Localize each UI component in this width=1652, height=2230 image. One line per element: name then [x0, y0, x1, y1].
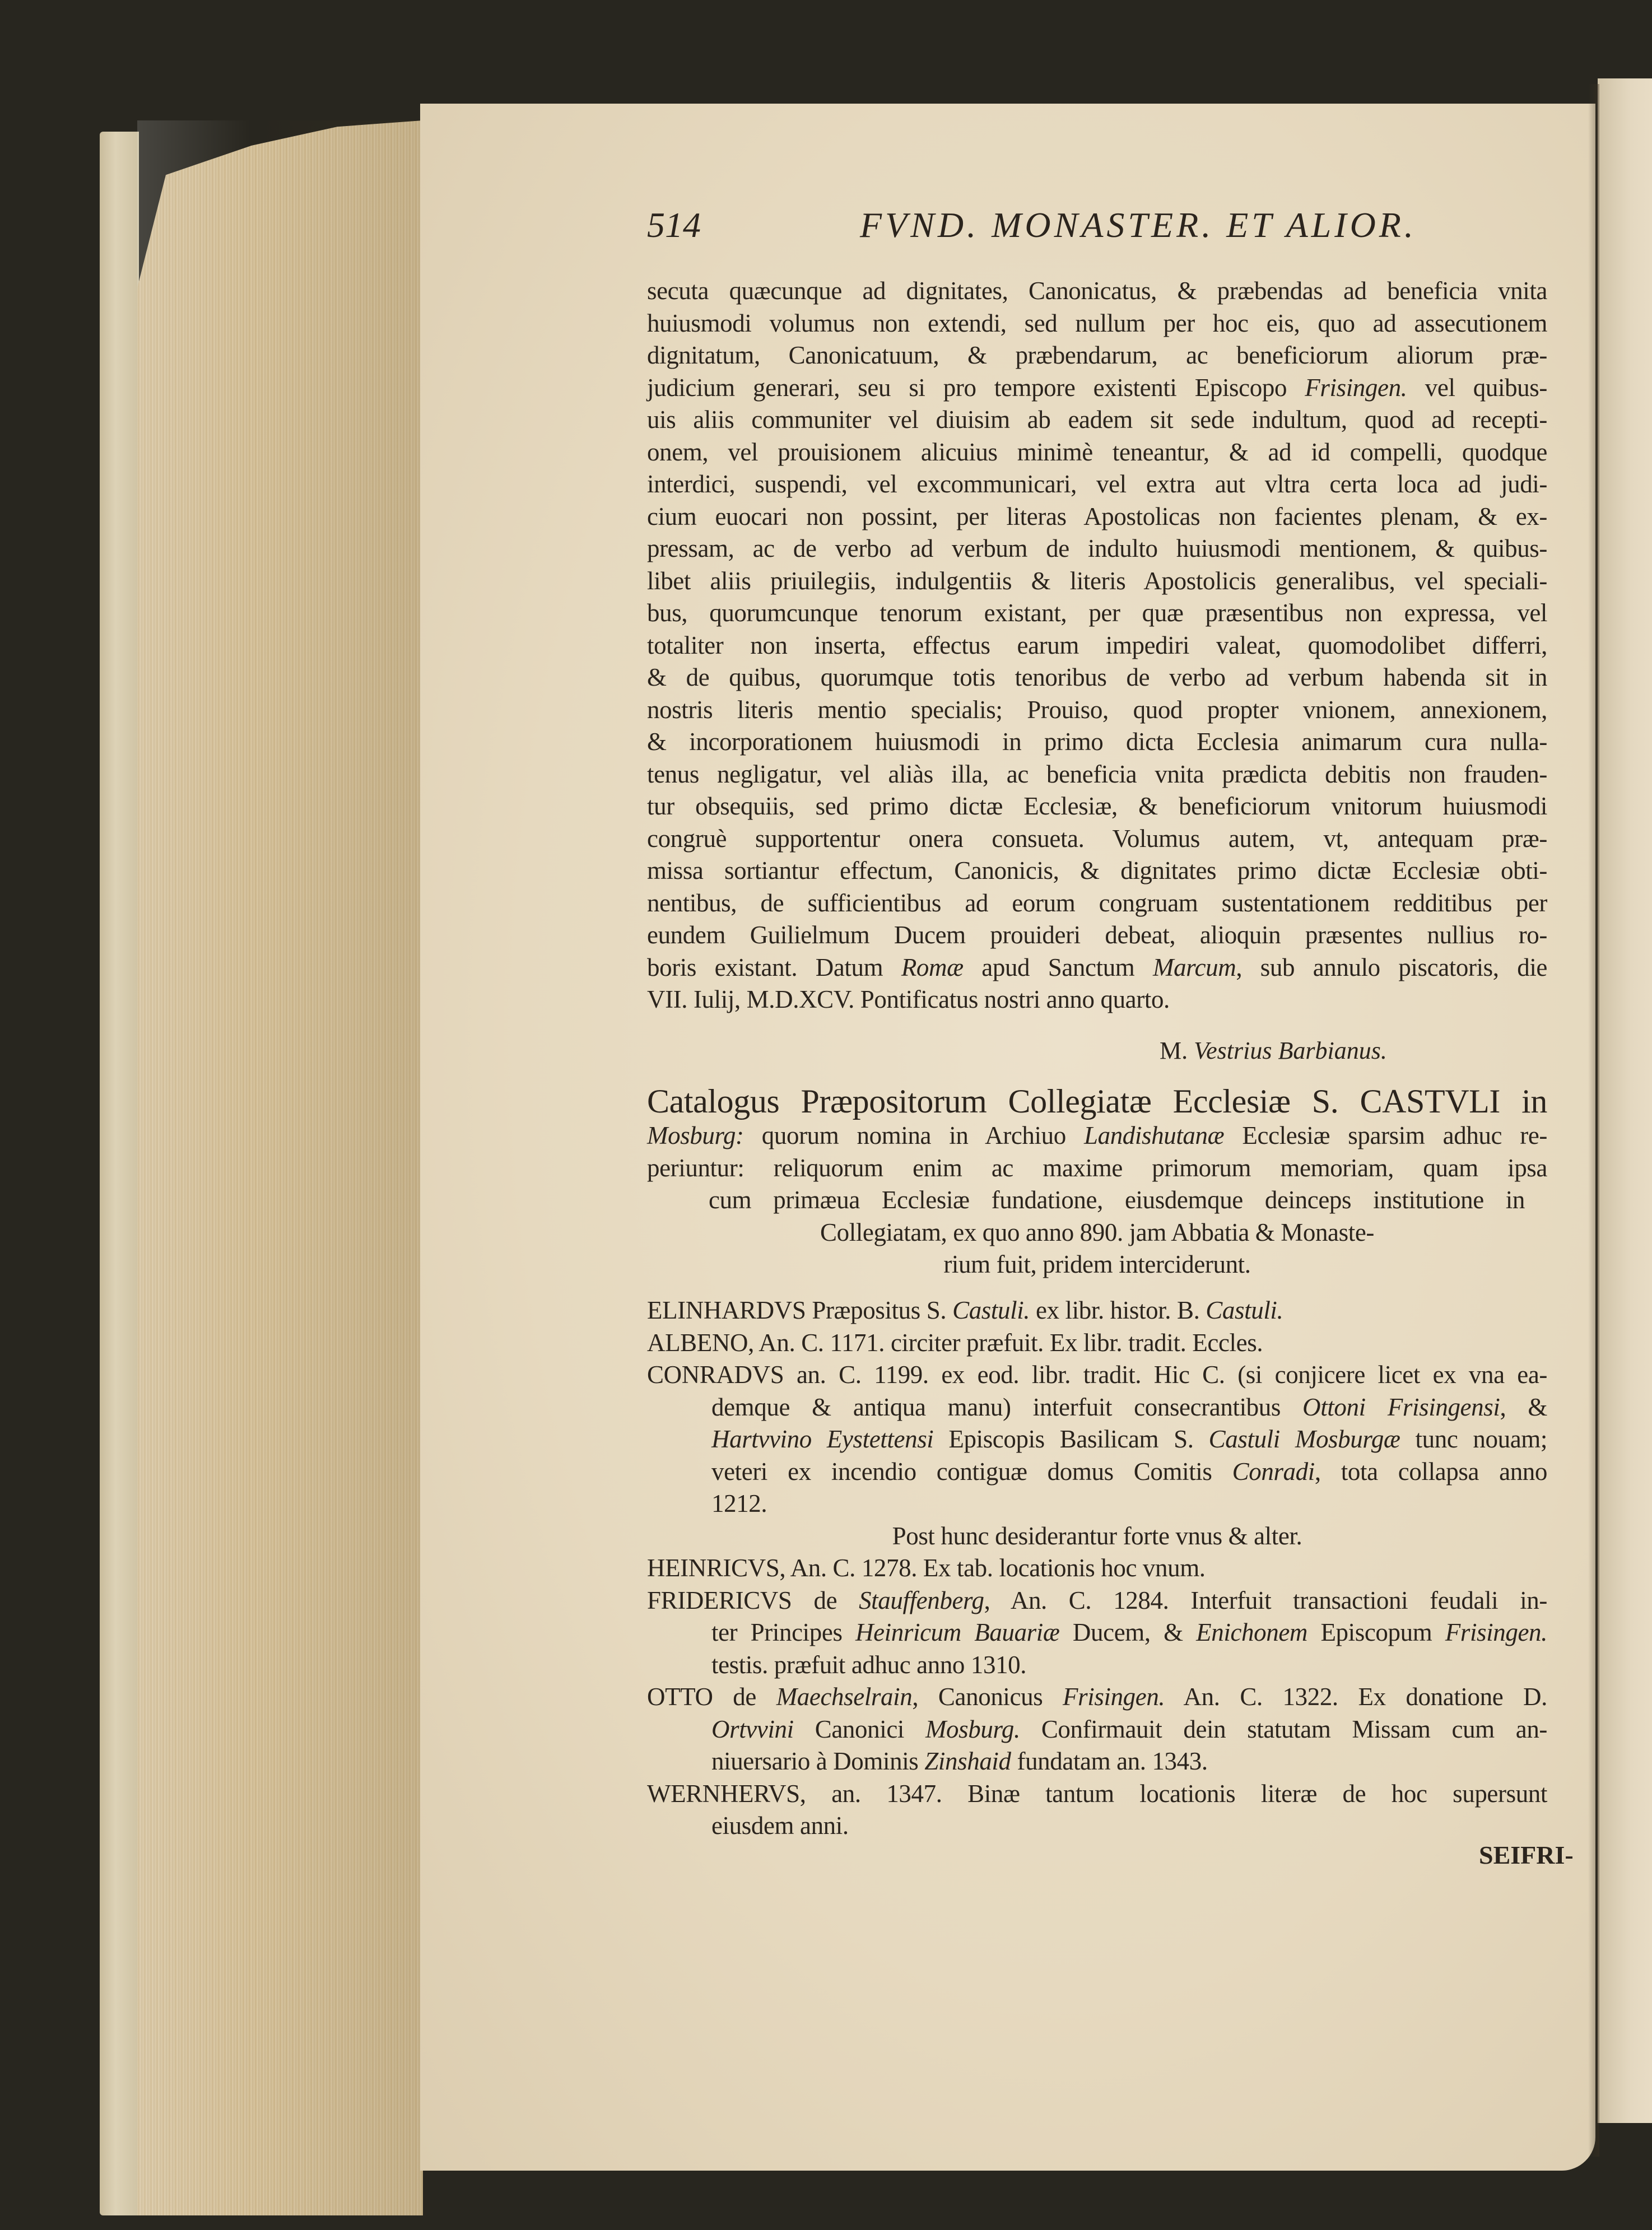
text-line [647, 1488, 1547, 1520]
text-run: tenus negligatur, vel aliàs illa, ac beneficia vnita prædicta debitis non frauden- [647, 760, 1547, 788]
text-run: ALBENO, An. C. 1171. circiter præfuit. Ex libr. tradit. Eccles. [647, 1328, 1263, 1357]
text-line [647, 468, 1547, 501]
text-run: rium fuit, pridem interciderunt. [943, 1250, 1251, 1278]
text-line [647, 1617, 1547, 1649]
text-run: veteri ex incendio contiguæ domus Comitis [711, 1457, 1232, 1486]
text-run: periuntur: reliquorum enim ac maxime primorum memoriam, quam ipsa [647, 1153, 1547, 1182]
text-run: WERNHERVS, an. 1347. Binæ tantum locationis literæ de hoc supersunt [647, 1779, 1547, 1808]
text-run: Confirmauit dein statutam Missam cum an- [1020, 1715, 1548, 1743]
text-run: HEINRICVS, An. C. 1278. Ex tab. locationis hoc vnum. [647, 1554, 1206, 1582]
text-line [647, 501, 1547, 533]
text-line [647, 1295, 1547, 1327]
text-run: Post hunc desiderantur forte vnus & alter. [892, 1521, 1302, 1550]
italic-name: Vestrius Barbianus. [1194, 1037, 1387, 1064]
text-run: CONRADVS an. C. 1199. ex eod. libr. tradit. Hic C. (si conjicere licet ex vna ea- [647, 1361, 1547, 1389]
text-run: fundatam an. 1343. [1011, 1747, 1208, 1775]
text-line [647, 1152, 1547, 1185]
text-line [647, 1520, 1547, 1553]
text-line [647, 758, 1547, 791]
text-line [647, 533, 1547, 565]
text-run: Catalogus Præpositorum Collegiatæ Ecclesiæ S. CASTVLI in [647, 1083, 1547, 1120]
text-run: , & [1500, 1393, 1548, 1421]
text-run: , tota collapsa anno [1314, 1457, 1548, 1486]
text-line [647, 404, 1547, 436]
italic-name: Enichonem [1196, 1618, 1308, 1646]
text-run: OTTO de [647, 1683, 776, 1711]
text-line [647, 1120, 1547, 1152]
text-run: niuersario à Dominis [711, 1747, 925, 1775]
text-run: boris existant. Datum [647, 953, 901, 981]
text-run: interdici, suspendi, vel excommunicari, vel extra aut vltra certa loca ad judi- [647, 470, 1547, 498]
section-title [647, 1083, 1547, 1120]
text-run: nostris literis mentio specialis; Prouiso, quod propter vnionem, annexionem, [647, 695, 1547, 724]
text-run: onem, vel prouisionem alicuius minimè teneantur, & ad id compelli, quodque [647, 437, 1547, 466]
text-run: secuta quæcunque ad dignitates, Canonicatus, & præbendas ad beneficia vnita [647, 277, 1547, 305]
text-line [647, 308, 1547, 340]
text-line [647, 339, 1547, 372]
text-line [647, 694, 1547, 727]
italic-name: Stauffenberg [859, 1586, 984, 1614]
text-line [647, 597, 1547, 630]
italic-name: Mosburg. [925, 1715, 1020, 1743]
text-line [647, 630, 1547, 662]
italic-name: Zinshaid [924, 1747, 1011, 1775]
text-line [647, 855, 1547, 887]
text-line [647, 1184, 1547, 1217]
italic-name: Mosburg: [647, 1121, 744, 1149]
text-run: 1212. [711, 1489, 767, 1517]
running-head: FVND. MONASTER. ET ALIOR. [860, 205, 1417, 245]
text-run: pressam, ac de verbo ad verbum de indulto huiusmodi mentionem, & quibus- [647, 534, 1547, 562]
text-run: eundem Guilielmum Ducem prouideri debeat, alioquin præsentes nullius ro- [647, 921, 1547, 949]
italic-name: Frisingen. [1305, 373, 1407, 402]
text-line [647, 919, 1547, 952]
italic-name: Ottoni Frisingensi [1302, 1393, 1500, 1421]
text-run: Episcopum [1307, 1618, 1445, 1646]
text-line [647, 1585, 1547, 1617]
papal-bull-text [647, 275, 1547, 1016]
text-run: Episcopis Basilicam S. [933, 1425, 1209, 1453]
text-line [647, 1249, 1547, 1281]
text-line [647, 984, 1547, 1016]
text-line [647, 1391, 1547, 1424]
catalogus-heading [647, 1083, 1547, 1281]
text-line [647, 1745, 1547, 1778]
italic-name: Castuli. [952, 1296, 1030, 1324]
text-run: vel quibus- [1407, 373, 1547, 402]
italic-name: Ortvvini [711, 1715, 794, 1743]
text-run: ELINHARDVS Præpositus S. [647, 1296, 953, 1324]
provosts-list [647, 1295, 1547, 1842]
facing-page-edge [1598, 78, 1652, 2123]
text-line [647, 952, 1547, 984]
text-run: Canonici [793, 1715, 925, 1743]
italic-name: Maechselrain [776, 1683, 913, 1711]
page-header [647, 204, 1543, 249]
text-run: judicium generari, seu si pro tempore existenti Episcopo [647, 373, 1305, 402]
text-run: bus, quorumcunque tenorum existant, per quæ præsentibus non expressa, vel [647, 599, 1547, 627]
text-line [647, 790, 1547, 823]
page-gutter [1588, 84, 1599, 2157]
text-line [647, 1423, 1547, 1456]
text-run: Collegiatam, ex quo anno 890. jam Abbatia & Monaste- [820, 1218, 1374, 1246]
text-run: apud Sanctum [963, 953, 1153, 981]
signature [1160, 1036, 1387, 1065]
italic-name: Frisingen. [1063, 1683, 1165, 1711]
text-line [647, 1649, 1547, 1682]
text-run: testis. præfuit adhuc anno 1310. [711, 1650, 1027, 1679]
text-run: quorum nomina in Archiuo [743, 1121, 1084, 1149]
text-run: FRIDERICVS de [647, 1586, 859, 1614]
italic-name: Hartvvino Eystettensi [711, 1425, 934, 1453]
catchword: SEIFRI- [1479, 1841, 1574, 1869]
text-line [647, 887, 1547, 920]
italic-name: Conradi [1232, 1457, 1315, 1486]
book-cover-edge [100, 132, 139, 2215]
text-line [647, 1810, 1547, 1842]
page-stack-fore-edge [137, 120, 423, 2215]
text-run: missa sortiantur effectum, Canonicis, & dignitates primo dictæ Ecclesiæ obti- [647, 856, 1547, 884]
text-run: M. [1160, 1037, 1194, 1064]
italic-name: Marcum [1152, 953, 1236, 981]
text-line [647, 823, 1547, 855]
italic-name: Frisingen. [1445, 1618, 1547, 1646]
text-run: cum primæua Ecclesiæ fundatione, eiusdemque deinceps institutione in [709, 1186, 1525, 1214]
text-run: , An. C. 1284. Interfuit transactioni feudali in- [984, 1586, 1547, 1614]
text-line [647, 1359, 1547, 1391]
text-run: & de quibus, quorumque totis tenoribus de verbo ad verbum habenda sit in [647, 663, 1547, 691]
italic-name: Castuli Mosburgæ [1208, 1425, 1400, 1453]
text-run: huiusmodi volumus non extendi, sed nullum per hoc eis, quo ad assecutionem [647, 309, 1547, 337]
text-line [647, 436, 1547, 469]
italic-name: Landishutanæ [1083, 1121, 1225, 1149]
text-run: totaliter non inserta, effectus earum impediri valeat, quomodolibet differri, [647, 631, 1547, 659]
text-run: cium euocari non possint, per literas Apostolicas non facientes plenam, & ex- [647, 502, 1547, 530]
text-run: libet aliis priuilegiis, indulgentiis & literis Apostolicis generalibus, vel speciali- [647, 566, 1547, 595]
text-line [647, 726, 1547, 758]
text-run: , sub annulo piscatoris, die [1236, 953, 1547, 981]
text-run: ex libr. histor. B. [1030, 1296, 1206, 1324]
text-run: VII. Iulij, M.D.XCV. Pontificatus nostri anno quarto. [647, 985, 1170, 1013]
text-line [647, 1552, 1547, 1585]
text-run: Ducem, & [1059, 1618, 1197, 1646]
text-run: uis aliis communiter vel diuisim ab eadem sit sede indultum, quod ad recepti- [647, 406, 1547, 434]
text-run: tur obsequiis, sed primo dictæ Ecclesiæ, & beneficiorum vnitorum huiusmodi [647, 792, 1547, 820]
italic-name: Heinricum Bauariæ [855, 1618, 1060, 1646]
text-line [647, 1778, 1547, 1810]
italic-name: Castuli. [1206, 1296, 1283, 1324]
text-line [647, 275, 1547, 308]
text-line [647, 1456, 1547, 1488]
text-run: & incorporationem huiusmodi in primo dicta Ecclesia animarum cura nulla- [647, 728, 1547, 756]
text-run: , Canonicus [912, 1683, 1063, 1711]
text-run: congruè supportentur onera consueta. Volumus autem, vt, antequam præ- [647, 824, 1547, 853]
text-line [647, 1327, 1547, 1360]
text-run: dignitatum, Canonicatuum, & præbendarum, ac beneficiorum aliorum præ- [647, 341, 1547, 369]
text-run: nentibus, de sufficientibus ad eorum congruam sustentationem redditibus per [647, 888, 1547, 917]
text-line [647, 1714, 1547, 1746]
text-line [647, 662, 1547, 694]
text-run: Ecclesiæ sparsim adhuc re- [1224, 1121, 1547, 1149]
text-run: An. C. 1322. Ex donatione D. [1165, 1683, 1547, 1711]
italic-name: Romæ [901, 953, 964, 981]
text-line [647, 1681, 1547, 1714]
text-line [647, 372, 1547, 404]
text-run: ter Principes [711, 1618, 855, 1646]
text-line [647, 565, 1547, 598]
text-run: demque & antiqua manu) interfuit consecrantibus [711, 1393, 1303, 1421]
page-number: 514 [647, 205, 701, 245]
text-run: tunc nouam; [1400, 1425, 1547, 1453]
text-run: eiusdem anni. [711, 1812, 849, 1840]
text-line [647, 1217, 1547, 1249]
